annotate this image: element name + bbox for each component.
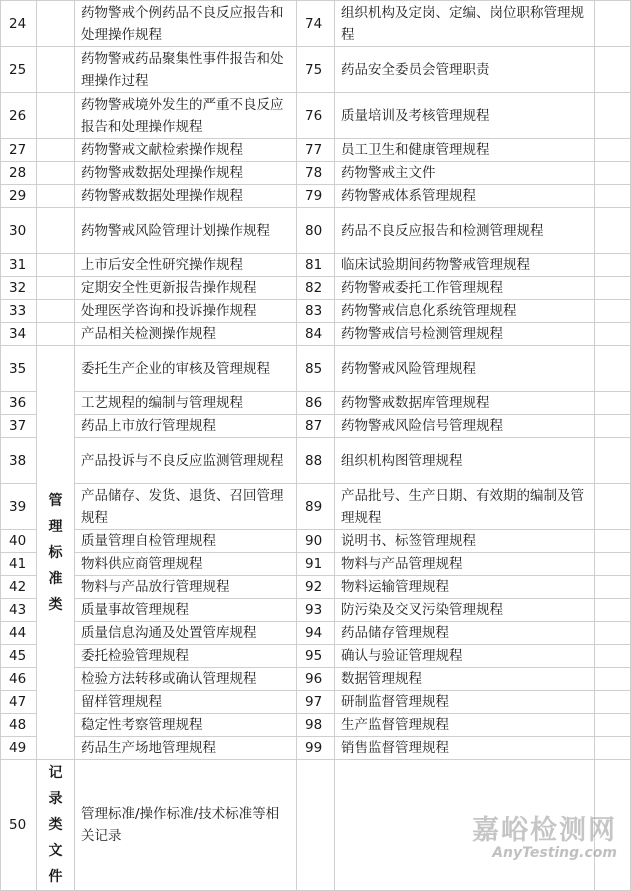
trailing-cell <box>595 438 631 484</box>
left-item: 药物警戒药品聚集性事件报告和处理操作过程 <box>75 47 297 93</box>
category-cell <box>37 93 75 139</box>
left-item: 产品投诉与不良反应监测管理规程 <box>75 438 297 484</box>
trailing-cell <box>595 139 631 162</box>
left-item: 工艺规程的编制与管理规程 <box>75 392 297 415</box>
right-number: 82 <box>297 277 335 300</box>
table-row <box>1 208 631 254</box>
right-number: 75 <box>297 47 335 93</box>
trailing-cell <box>595 622 631 645</box>
left-item: 委托生产企业的审核及管理规程 <box>75 346 297 392</box>
left-item: 产品相关检测操作规程 <box>75 323 297 346</box>
right-number: 99 <box>297 737 335 760</box>
left-number: 49 <box>1 737 37 760</box>
right-item: 产品批号、生产日期、有效期的编制及管理规程 <box>335 484 595 530</box>
left-item: 质量事故管理规程 <box>75 599 297 622</box>
table-row <box>1 185 631 208</box>
right-item: 药物警戒风险信号管理规程 <box>335 415 595 438</box>
right-item <box>335 760 595 891</box>
category-management-label: 管理标准类 <box>48 492 63 613</box>
left-item: 药品上市放行管理规程 <box>75 415 297 438</box>
category-management <box>37 346 75 760</box>
right-number: 93 <box>297 599 335 622</box>
left-item: 药物警戒文献检索操作规程 <box>75 139 297 162</box>
category-cell <box>37 185 75 208</box>
trailing-cell <box>595 599 631 622</box>
trailing-cell <box>595 185 631 208</box>
right-item: 说明书、标签管理规程 <box>335 530 595 553</box>
trailing-cell <box>595 300 631 323</box>
trailing-cell <box>595 47 631 93</box>
right-number: 88 <box>297 438 335 484</box>
table-row <box>1 737 631 760</box>
left-item: 留样管理规程 <box>75 691 297 714</box>
left-item: 质量信息沟通及处置管库规程 <box>75 622 297 645</box>
left-number: 24 <box>1 1 37 47</box>
left-item: 处理医学咨询和投诉操作规程 <box>75 300 297 323</box>
left-number: 35 <box>1 346 37 392</box>
right-number: 95 <box>297 645 335 668</box>
left-item: 药物警戒数据处理操作规程 <box>75 185 297 208</box>
left-item: 药物警戒境外发生的严重不良反应报告和处理操作规程 <box>75 93 297 139</box>
category-cell <box>37 277 75 300</box>
right-item: 药物警戒体系管理规程 <box>335 185 595 208</box>
left-item: 定期安全性更新报告操作规程 <box>75 277 297 300</box>
left-item: 药物警戒数据处理操作规程 <box>75 162 297 185</box>
trailing-cell <box>595 668 631 691</box>
left-number: 28 <box>1 162 37 185</box>
trailing-cell <box>595 553 631 576</box>
table-row <box>1 392 631 415</box>
table-row <box>1 622 631 645</box>
right-item: 确认与验证管理规程 <box>335 645 595 668</box>
trailing-cell <box>595 714 631 737</box>
left-item: 产品储存、发货、退货、召回管理规程 <box>75 484 297 530</box>
left-number: 25 <box>1 47 37 93</box>
right-item: 物料运输管理规程 <box>335 576 595 599</box>
left-number: 26 <box>1 93 37 139</box>
trailing-cell <box>595 392 631 415</box>
table-row <box>1 162 631 185</box>
right-item: 组织机构及定岗、定编、岗位职称管理规程 <box>335 1 595 47</box>
table-row <box>1 599 631 622</box>
table-row <box>1 1 631 47</box>
table-row <box>1 438 631 484</box>
right-item: 药物警戒风险管理规程 <box>335 346 595 392</box>
trailing-cell <box>595 346 631 392</box>
right-number: 79 <box>297 185 335 208</box>
left-number: 30 <box>1 208 37 254</box>
left-number: 31 <box>1 254 37 277</box>
right-item: 药物警戒委托工作管理规程 <box>335 277 595 300</box>
left-item: 上市后安全性研究操作规程 <box>75 254 297 277</box>
table-row <box>1 47 631 93</box>
category-records <box>37 760 75 891</box>
right-item: 研制监督管理规程 <box>335 691 595 714</box>
left-number: 34 <box>1 323 37 346</box>
left-number: 39 <box>1 484 37 530</box>
table-row <box>1 484 631 530</box>
right-number: 84 <box>297 323 335 346</box>
table-row <box>1 530 631 553</box>
right-item: 数据管理规程 <box>335 668 595 691</box>
table-row <box>1 576 631 599</box>
category-cell <box>37 208 75 254</box>
right-item: 药物警戒信号检测管理规程 <box>335 323 595 346</box>
left-number: 46 <box>1 668 37 691</box>
left-number: 33 <box>1 300 37 323</box>
left-number: 29 <box>1 185 37 208</box>
trailing-cell <box>595 277 631 300</box>
right-number: 85 <box>297 346 335 392</box>
left-number: 45 <box>1 645 37 668</box>
table-row <box>1 139 631 162</box>
left-item: 药物警戒个例药品不良反应报告和处理操作规程 <box>75 1 297 47</box>
trailing-cell <box>595 415 631 438</box>
right-number: 74 <box>297 1 335 47</box>
left-number: 41 <box>1 553 37 576</box>
table-row <box>1 668 631 691</box>
right-number: 77 <box>297 139 335 162</box>
right-number: 81 <box>297 254 335 277</box>
left-number: 42 <box>1 576 37 599</box>
right-number: 96 <box>297 668 335 691</box>
watermark-en: AnyTesting.com <box>492 845 617 861</box>
left-number: 43 <box>1 599 37 622</box>
trailing-cell <box>595 323 631 346</box>
left-number: 50 <box>1 760 37 891</box>
right-item: 药物警戒数据库管理规程 <box>335 392 595 415</box>
right-number: 76 <box>297 93 335 139</box>
table-row <box>1 714 631 737</box>
left-item: 管理标准/操作标准/技术标准等相关记录 <box>75 760 297 891</box>
right-number: 83 <box>297 300 335 323</box>
left-number: 37 <box>1 415 37 438</box>
left-number: 48 <box>1 714 37 737</box>
left-item: 物料供应商管理规程 <box>75 553 297 576</box>
left-item: 物料与产品放行管理规程 <box>75 576 297 599</box>
right-number: 78 <box>297 162 335 185</box>
left-number: 38 <box>1 438 37 484</box>
table-row <box>1 691 631 714</box>
category-cell <box>37 254 75 277</box>
trailing-cell <box>595 484 631 530</box>
table-row <box>1 553 631 576</box>
trailing-cell <box>595 737 631 760</box>
category-cell <box>37 139 75 162</box>
trailing-cell <box>595 691 631 714</box>
table-row <box>1 93 631 139</box>
right-item: 销售监督管理规程 <box>335 737 595 760</box>
trailing-cell <box>595 1 631 47</box>
left-item: 稳定性考察管理规程 <box>75 714 297 737</box>
right-item: 药品储存管理规程 <box>335 622 595 645</box>
right-item: 组织机构图管理规程 <box>335 438 595 484</box>
right-number: 89 <box>297 484 335 530</box>
left-item: 检验方法转移或确认管理规程 <box>75 668 297 691</box>
table-row <box>1 346 631 392</box>
right-item: 生产监督管理规程 <box>335 714 595 737</box>
left-item: 质量管理自检管理规程 <box>75 530 297 553</box>
category-cell <box>37 47 75 93</box>
trailing-cell <box>595 760 631 891</box>
right-item: 员工卫生和健康管理规程 <box>335 139 595 162</box>
left-item: 委托检验管理规程 <box>75 645 297 668</box>
trailing-cell <box>595 530 631 553</box>
right-number: 90 <box>297 530 335 553</box>
right-item: 防污染及交叉污染管理规程 <box>335 599 595 622</box>
right-item: 物料与产品管理规程 <box>335 553 595 576</box>
trailing-cell <box>595 93 631 139</box>
left-item: 药品生产场地管理规程 <box>75 737 297 760</box>
category-cell <box>37 162 75 185</box>
table-row <box>1 300 631 323</box>
trailing-cell <box>595 645 631 668</box>
right-number: 98 <box>297 714 335 737</box>
table-row <box>1 277 631 300</box>
right-number: 91 <box>297 553 335 576</box>
table-row <box>1 760 631 891</box>
watermark-cn: 嘉峪检测网 <box>472 815 617 846</box>
table-row <box>1 415 631 438</box>
right-item: 临床试验期间药物警戒管理规程 <box>335 254 595 277</box>
category-records-label: 记录类文件 <box>48 765 63 885</box>
trailing-cell <box>595 208 631 254</box>
left-number: 36 <box>1 392 37 415</box>
left-number: 40 <box>1 530 37 553</box>
right-number <box>297 760 335 891</box>
trailing-cell <box>595 576 631 599</box>
right-number: 94 <box>297 622 335 645</box>
right-number: 80 <box>297 208 335 254</box>
right-item: 药物警戒信息化系统管理规程 <box>335 300 595 323</box>
right-item: 药品不良反应报告和检测管理规程 <box>335 208 595 254</box>
category-cell <box>37 300 75 323</box>
category-cell <box>37 323 75 346</box>
table-body <box>1 1 631 891</box>
table-row <box>1 323 631 346</box>
right-item: 质量培训及考核管理规程 <box>335 93 595 139</box>
left-number: 27 <box>1 139 37 162</box>
right-number: 86 <box>297 392 335 415</box>
table-row <box>1 254 631 277</box>
right-number: 97 <box>297 691 335 714</box>
left-number: 47 <box>1 691 37 714</box>
right-number: 87 <box>297 415 335 438</box>
right-item: 药物警戒主文件 <box>335 162 595 185</box>
right-item: 药品安全委员会管理职责 <box>335 47 595 93</box>
table-row <box>1 645 631 668</box>
left-item: 药物警戒风险管理计划操作规程 <box>75 208 297 254</box>
right-number: 92 <box>297 576 335 599</box>
left-number: 44 <box>1 622 37 645</box>
category-cell <box>37 1 75 47</box>
trailing-cell <box>595 162 631 185</box>
left-number: 32 <box>1 277 37 300</box>
trailing-cell <box>595 254 631 277</box>
